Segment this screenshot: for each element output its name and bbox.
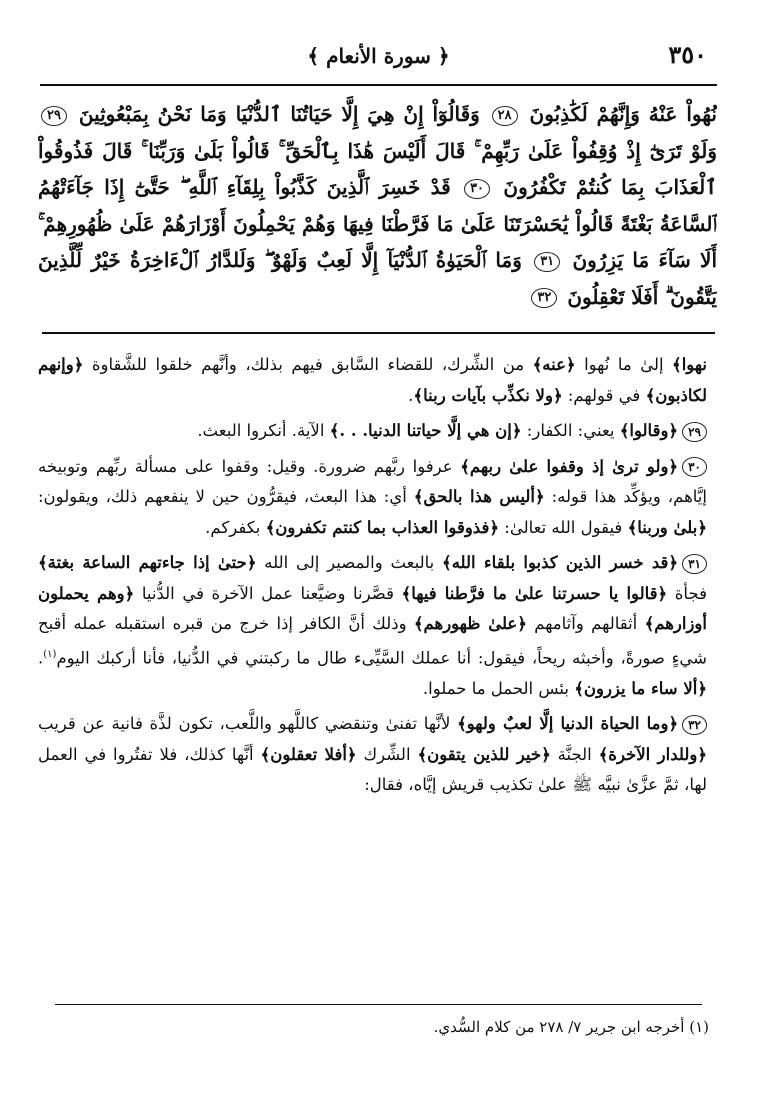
commentary-text: عرفوا ربَّهم ضرورة. وقيل: وقفوا على مسألة ربِّهم وتوبيخه إيَّاهم، ويؤكِّد هذا قوله: bbox=[38, 456, 707, 506]
quran-ayah-text: نُهُواْ عَنْهُ وَإِنَّهُمْ لَكَٰذِبُونَ bbox=[529, 102, 717, 126]
commentary-text: الآية. أنكروا البعث. bbox=[197, 421, 330, 440]
quran-text-block bbox=[38, 96, 717, 316]
quran-quote: ﴿وهم يحملون أوزارهم﴾ bbox=[38, 583, 707, 633]
surah-title: ﴿ سورة الأنعام ﴾ bbox=[307, 44, 450, 68]
quran-quote: ﴿ولا نكذِّب بآيات ربنا﴾ bbox=[413, 385, 563, 405]
quran-quote: ﴿وإنهم لكاذبون﴾ bbox=[38, 355, 707, 405]
commentary-text: فجأة bbox=[667, 583, 707, 603]
quran-quote: ﴿وما الحياة الدنيا إلَّا لعبٌ ولهو﴾ bbox=[457, 714, 679, 733]
quran-ayah-text: وَمَا ٱلْحَيَوٰةُ ٱلدُّنْيَآ إِلَّا لَعِبٌ وَلَهْوٌ ۖ وَلَلدَّارُ ٱلْءَاخِرَةُ خَيْرٌ لِّلَّذِينَ يَتَّقُونَ ۗ أَفَلَا تَعْقِلُونَ bbox=[38, 248, 717, 309]
verse-number-badge: ٢٩ bbox=[682, 422, 707, 442]
commentary-text: لأنَّها تفنىٰ وتنقضي كاللَّهو واللَّعب، تكون لذَّة فانية عن قريب bbox=[38, 714, 458, 733]
quran-quote: نهوا﴾ bbox=[672, 355, 707, 374]
commentary-text: أي: هذا البعث، فيقرُّون حين لا ينفعهم ذلك، ويقولون: bbox=[38, 487, 414, 506]
quran-ayah-text: وَلَوْ تَرَىٰٓ إِذْ وُقِفُواْ عَلَىٰ رَبِّهِمْ ۚ قَالَ أَلَيْسَ هَٰذَا بِٱلْحَقِّ ۚ قَالُواْ بَلَىٰ وَرَبِّنَا ۚ قَالَ فَذُوقُواْ ٱلْعَذَابَ بِمَا كُنتُمْ تَكْفُرُونَ bbox=[38, 138, 717, 199]
ayah-number-marker: ٣٢ bbox=[531, 288, 557, 308]
verse-number-badge: ٣٠ bbox=[682, 457, 707, 477]
commentary-text: من الشِّرك، للقضاء السَّابق فيهم بذلك، وأنَّهم خلقوا للشَّقاوة bbox=[83, 355, 533, 374]
footnote-reference[interactable]: (١) bbox=[43, 648, 57, 660]
page-header bbox=[40, 38, 717, 78]
quran-quote: ﴿بلىٰ وربنا﴾ bbox=[627, 517, 707, 537]
commentary-paragraph bbox=[38, 416, 707, 447]
tafsir-commentary bbox=[38, 350, 707, 980]
commentary-text: إلىٰ ما نُهوا bbox=[575, 355, 673, 374]
commentary-text: بكفركم. bbox=[205, 517, 266, 537]
commentary-paragraph bbox=[38, 548, 707, 704]
commentary-paragraph bbox=[38, 709, 707, 801]
commentary-text: الشِّرك bbox=[356, 744, 418, 764]
quran-quote: ﴿عنه﴾ bbox=[532, 355, 576, 374]
quran-quote: ﴿حتىٰ إذا جاءتهم الساعة بغتة﴾ bbox=[38, 553, 257, 572]
ayah-number-marker: ٢٨ bbox=[492, 106, 518, 126]
quran-quote: ﴿فذوقوا العذاب بما كنتم تكفرون﴾ bbox=[265, 517, 500, 537]
section-rule bbox=[42, 332, 715, 334]
quran-quote: ﴿قد خسر الذين كذبوا بلقاء الله﴾ bbox=[442, 553, 679, 572]
commentary-text: بالبعث والمصير إلى الله bbox=[256, 553, 443, 572]
commentary-paragraph bbox=[38, 452, 707, 544]
quran-ayah-text: قَدْ خَسِرَ ٱلَّذِينَ كَذَّبُواْ بِلِقَآءِ ٱللَّهِ ۖ حَتَّىٰٓ إِذَا جَآءَتْهُمُ ٱلسَّاعَةُ بَغْتَةً قَالُواْ يَٰحَسْرَتَنَا عَلَىٰ مَا فَرَّطْنَا فِيهَا وَهُمْ يَحْمِلُونَ أَوْزَارَهُمْ عَلَىٰ ظُهُورِهِمْ ۚ أَلَا سَآءَ مَا يَزِرُونَ bbox=[38, 175, 717, 272]
commentary-text: بئس الحمل ما حملوا. bbox=[422, 678, 575, 698]
commentary-text: الجنَّة bbox=[550, 744, 599, 764]
verse-number-badge: ٣٢ bbox=[682, 715, 707, 735]
quran-quote: ﴿أفلا تعقلون﴾ bbox=[260, 744, 357, 764]
quran-quote: ﴿وللدار الآخرة﴾ bbox=[598, 744, 707, 764]
quran-quote: ﴿وقالوا﴾ bbox=[619, 421, 679, 440]
header-rule bbox=[40, 84, 717, 86]
quran-quote: ﴿ولو ترىٰ إذ وقفوا علىٰ ربهم﴾ bbox=[460, 456, 679, 476]
page-number: ٣٥٠ bbox=[668, 40, 707, 69]
ayah-number-marker: ٣١ bbox=[534, 252, 560, 272]
footnote-rule bbox=[55, 1004, 702, 1005]
commentary-text: في قولهم: bbox=[562, 385, 646, 405]
commentary-text: . bbox=[38, 648, 44, 667]
quran-quote: ﴿خير للذين يتقون﴾ bbox=[417, 744, 551, 764]
verse-number-badge: ٣١ bbox=[682, 554, 707, 574]
quran-quote: ﴿إن هي إلَّا حياتنا الدنيا. . .﴾ bbox=[329, 421, 522, 440]
quran-quote: ﴿ألا ساء ما يزرون﴾ bbox=[574, 678, 707, 698]
quran-ayah-text: وَقَالُوٓاْ إِنْ هِيَ إِلَّا حَيَاتُنَا ٱلدُّنْيَا وَمَا نَحْنُ بِمَبْعُوثِينَ bbox=[78, 102, 480, 126]
ayah-number-marker: ٣٠ bbox=[464, 179, 490, 199]
quran-quote: ﴿علىٰ ظهورهم﴾ bbox=[413, 614, 527, 633]
quran-quote: ﴿أليس هذا بالحق﴾ bbox=[413, 487, 545, 506]
ayah-number-marker: ٢٩ bbox=[41, 106, 67, 126]
commentary-text: أثقالهم وآثامهم bbox=[526, 614, 645, 633]
footnote: (١) أخرجه ابن جرير ٧/ ٢٧٨ من كلام السُّدي. bbox=[433, 1018, 709, 1036]
commentary-text: فيقول الله تعالىٰ: bbox=[499, 517, 628, 537]
commentary-text: أنَّها كذلك، فلا تفتُروا في العمل لها، ثمَّ عزَّىٰ نبيَّه ﷺ علىٰ تكذيب قريش إيَّاه، فقال: bbox=[38, 744, 707, 794]
commentary-text: قصَّرنا وضيَّعنا عمل الآخرة في الدُّنيا bbox=[134, 583, 402, 603]
quran-quote: ﴿قالوا يا حسرتنا علىٰ ما فرَّطنا فيها﴾ bbox=[401, 583, 668, 603]
commentary-text: . bbox=[408, 385, 414, 405]
commentary-paragraph bbox=[38, 350, 707, 411]
commentary-text: يعني: الكفار: bbox=[521, 421, 620, 440]
commentary-text: وذلك أنَّ الكافر إذا خرج من قبره استقبله عمله أقبح شيءٍ صورةً، وأخبثه ريحاً، فيقول: أنا عملك السَّيِّىء طال ما ركبتني في الدُّنيا، فأنا أركبك اليوم bbox=[38, 614, 707, 667]
